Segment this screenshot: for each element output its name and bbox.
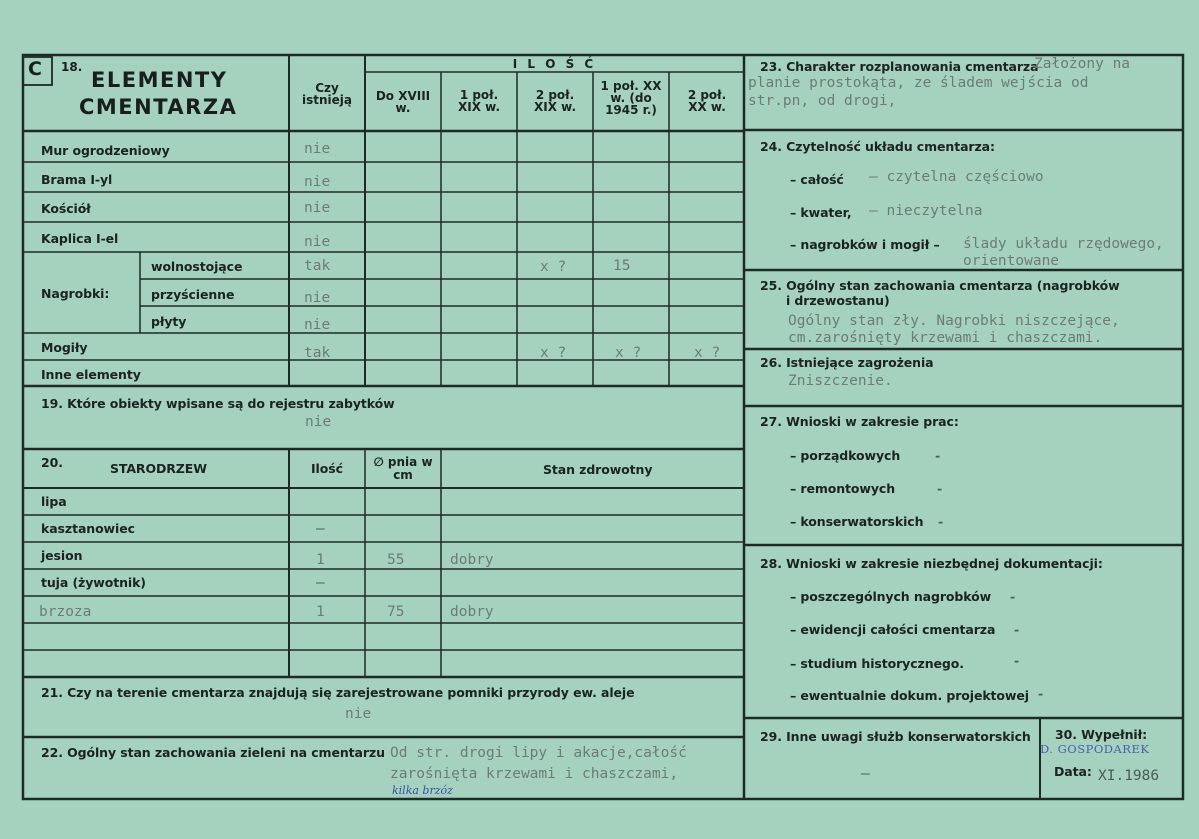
- q19-answer: nie: [305, 414, 332, 430]
- row-label-przyscienne: przyścienne: [151, 287, 235, 302]
- q25-line2: cm.zarośnięty krzewami i chaszczami.: [788, 330, 1103, 346]
- tuja-count: –: [316, 575, 325, 591]
- q19-label: 19. Które obiekty wpisane są do rejestru zabytków: [41, 396, 395, 411]
- brzoza-health: dobry: [450, 604, 494, 620]
- wolnostojace-2pol19: x ?: [540, 259, 567, 275]
- q25-line1: Ogólny stan zły. Nagrobki niszczejące,: [788, 313, 1120, 329]
- trees-col-ilosc: Ilość: [311, 461, 343, 476]
- col-header-period-4: 1 poł. XX w. (do 1945 r.): [600, 79, 662, 117]
- q25-label-line1: 25. Ogólny stan zachowania cmentarza (nagrobków: [760, 278, 1120, 293]
- q21-answer: nie: [345, 706, 372, 722]
- mur-exists: nie: [304, 141, 331, 157]
- row-label-nagrobki: Nagrobki:: [41, 286, 110, 301]
- q20-title: STARODRZEW: [110, 461, 207, 476]
- przyscienne-exists: nie: [304, 290, 331, 306]
- brama-exists: nie: [304, 174, 331, 190]
- mogily-2pol20: x ?: [694, 345, 721, 361]
- col-header-period-3: 2 poł. XIX w.: [533, 88, 577, 114]
- q20-number: 20.: [41, 455, 63, 470]
- q24-label: 24. Czytelność układu cmentarza:: [760, 139, 995, 154]
- mogily-2pol19: x ?: [540, 345, 567, 361]
- col-header-period-5: 2 poł. XX w.: [687, 88, 727, 114]
- q23-label: 23. Charakter rozplanowania cmentarza: [760, 59, 1039, 74]
- q27-label: 27. Wnioski w zakresie prac:: [760, 414, 959, 429]
- q28-studium-dash: -: [1014, 653, 1020, 668]
- section-letter: C: [28, 58, 42, 80]
- q27-remontowych-dash: -: [937, 481, 943, 496]
- q24-nagrobkow: – nagrobków i mogił –: [790, 237, 940, 252]
- tree-name-brzoza: brzoza: [39, 604, 92, 620]
- row-label-wolnostojace: wolnostojące: [151, 259, 243, 274]
- q24-nagrobkow-value2: orientowane: [963, 253, 1060, 269]
- q30-date-label: Data:: [1054, 764, 1092, 779]
- q26-label: 26. Istniejące zagrożenia: [760, 355, 934, 370]
- q24-calosc-value: – czytelna częściowo: [869, 169, 1044, 185]
- q27-konserwatorskich: – konserwatorskich: [790, 514, 924, 529]
- q29-answer: –: [861, 766, 870, 782]
- q22-handwritten-note: kilka brzóz: [392, 784, 453, 797]
- q21-label: 21. Czy na terenie cmentarza znajdują się zarejestrowane pomniki przyrody ew. aleje: [41, 685, 635, 700]
- col-header-period-1: Do XVIII w.: [375, 89, 431, 115]
- section-title-line1: ELEMENTY: [91, 68, 228, 92]
- row-label-kaplica: Kaplica I-el: [41, 231, 119, 246]
- tree-name-lipa: lipa: [41, 494, 67, 509]
- q27-konserwatorskich-dash: -: [938, 514, 944, 529]
- q23-line2: planie prostokąta, ze śladem wejścia od: [748, 75, 1089, 91]
- q28-ewidencji: – ewidencji całości cmentarza: [790, 622, 996, 637]
- q22-line2: zarośnięta krzewami i chaszczami,: [390, 766, 679, 782]
- q27-porzadkowych-dash: -: [935, 448, 941, 463]
- mogily-exists: tak: [304, 345, 331, 361]
- tree-name-tuja: tuja (żywotnik): [41, 575, 146, 590]
- col-header-ilosc: I L O Ś Ć: [512, 57, 597, 71]
- plyty-exists: nie: [304, 317, 331, 333]
- tree-name-kasztanowiec: kasztanowiec: [41, 521, 135, 536]
- q28-projektowej-dash: -: [1038, 686, 1044, 701]
- q24-kwater: – kwater,: [790, 205, 852, 220]
- mogily-1pol20: x ?: [615, 345, 642, 361]
- trees-col-stan: Stan zdrowotny: [543, 462, 653, 477]
- q28-label: 28. Wnioski w zakresie niezbędnej dokumentacji:: [760, 556, 1103, 571]
- brzoza-diameter: 75: [387, 604, 405, 620]
- q24-kwater-value: – nieczytelna: [869, 203, 983, 219]
- q23-line3: str.pn, od drogi,: [748, 93, 897, 109]
- q28-studium: – studium historycznego.: [790, 656, 964, 671]
- row-label-kosciol: Kościół: [41, 201, 91, 216]
- section-title-line2: CMENTARZA: [79, 95, 238, 119]
- q30-date: XI.1986: [1098, 768, 1160, 784]
- brzoza-count: 1: [316, 604, 325, 620]
- q28-ewidencji-dash: -: [1014, 622, 1020, 637]
- wolnostojace-1pol20: 15: [613, 258, 631, 274]
- q26-answer: Zniszczenie.: [788, 373, 893, 389]
- trees-col-pnia: ∅ pnia w cm: [373, 455, 433, 482]
- q28-nagrobkow: – poszczególnych nagrobków: [790, 589, 992, 604]
- q22-line1: Od str. drogi lipy i akacje,całość: [390, 745, 687, 761]
- tree-name-jesion: jesion: [41, 548, 83, 563]
- kosciol-exists: nie: [304, 200, 331, 216]
- kasztanowiec-count: –: [316, 521, 325, 537]
- kaplica-exists: nie: [304, 234, 331, 250]
- q22-label: 22. Ogólny stan zachowania zieleni na cmentarzu: [41, 745, 385, 760]
- q24-calosc: – całość: [790, 172, 844, 187]
- q28-projektowej: – ewentualnie dokum. projektowej: [790, 688, 1029, 703]
- q29-label: 29. Inne uwagi służb konserwatorskich: [760, 729, 1031, 744]
- q25-label-line2: i drzewostanu): [786, 293, 890, 308]
- wolnostojace-exists: tak: [304, 258, 331, 274]
- col-header-exists: Czy istnieją: [302, 81, 352, 107]
- row-label-mogily: Mogiły: [41, 340, 88, 355]
- q30-signature: D. GOSPODAREK: [1040, 742, 1150, 756]
- q24-nagrobkow-value1: ślady układu rzędowego,: [963, 236, 1164, 252]
- row-label-plyty: płyty: [151, 314, 187, 329]
- jesion-count: 1: [316, 552, 325, 568]
- col-header-period-2: 1 poł. XIX w.: [457, 88, 501, 114]
- row-label-inne: Inne elementy: [41, 367, 141, 382]
- q28-nagrobkow-dash: -: [1010, 589, 1016, 604]
- q27-porzadkowych: – porządkowych: [790, 448, 901, 463]
- jesion-health: dobry: [450, 552, 494, 568]
- jesion-diameter: 55: [387, 552, 405, 568]
- row-label-brama: Brama I-yl: [41, 172, 113, 187]
- q30-label: 30. Wypełnił:: [1055, 727, 1148, 742]
- q27-remontowych: – remontowych: [790, 481, 896, 496]
- row-label-mur: Mur ogrodzeniowy: [41, 143, 170, 158]
- q23-line1: Założony na: [1034, 56, 1131, 72]
- section-number: 18.: [61, 60, 83, 74]
